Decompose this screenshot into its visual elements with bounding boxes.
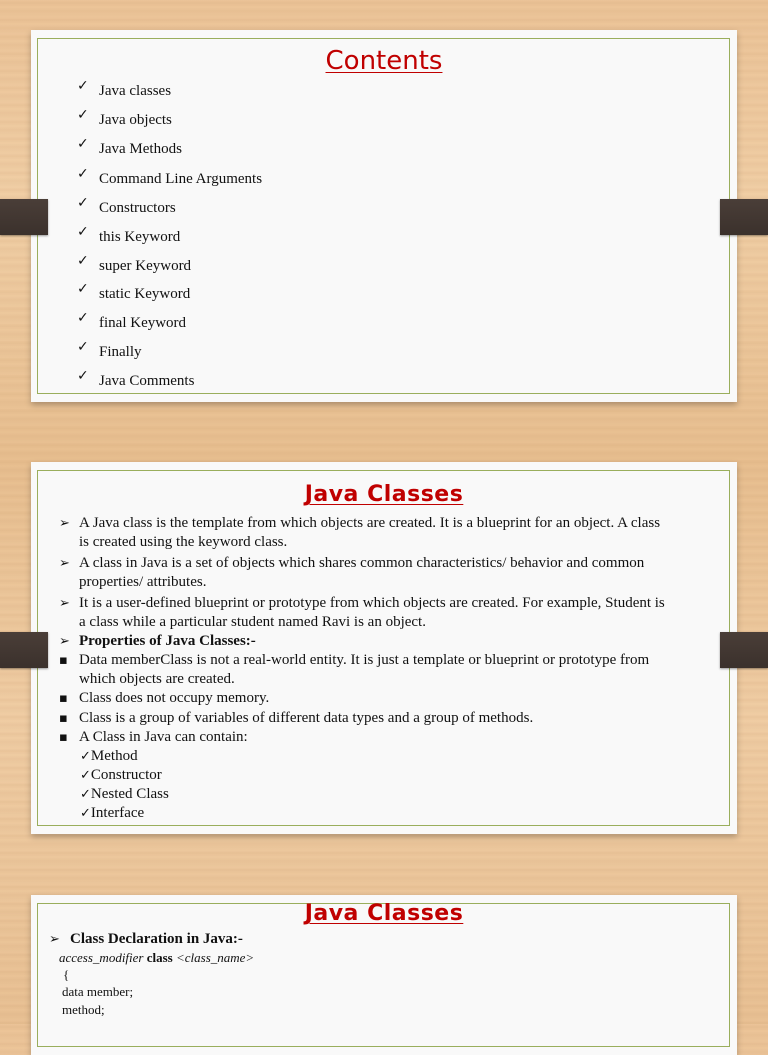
slide-tab-decoration (720, 632, 768, 668)
arrow-bullet-icon: ➢ (59, 516, 70, 531)
slide-java-classes: Java Classes ➢ A Java class is the template from which objects are created. It is a blueprint for an object. A class is created using the keyword class. ➢ A class in Java is a set of objects which shares common characteristics/ behavior and common properties/ attributes. ➢ It is a user-defined blueprint or prototype from which objects are created. For example, Student is a class while a particular student named Ravi is an object. ➢ Properties of Java Classes:- ▪ Data memberClass is not a real-world entity. It is just a template or blueprint or prototype from which objects are created. ▪ Class does not occupy memory. ▪ Class is a group of variables of different data types and a group of methods. ▪ A Class in Java can contain: ✓Method ✓Constructor ✓Nested Class ✓Interface (31, 462, 737, 834)
code-brace: { (63, 967, 70, 982)
code-line: method; (62, 1002, 105, 1017)
check-icon: ✓ (77, 224, 89, 240)
square-bullet-icon: ▪ (59, 691, 68, 706)
arrow-bullet-icon: ➢ (59, 556, 70, 571)
slide-contents: Contents ✓ Java classes ✓ Java objects ✓ Java Methods ✓ Command Line Arguments ✓ Constructors ✓ this Keyword ✓ super Keyword ✓ static Keyword ✓ final Keyword ✓ Finally ✓ Java Comments (31, 30, 737, 402)
slide-tab-decoration (720, 199, 768, 235)
check-icon: ✓ (77, 339, 89, 355)
slide-title: Java Classes (304, 901, 464, 926)
arrow-bullet-icon: ➢ (59, 596, 70, 611)
contains-item: ✓Interface (80, 805, 145, 821)
slide-title: Java Classes (304, 482, 464, 507)
arrow-bullet-icon: ➢ (49, 932, 60, 947)
check-icon: ✓ (77, 195, 89, 211)
contains-item: ✓Nested Class (80, 786, 169, 802)
check-icon: ✓ (77, 253, 89, 269)
arrow-bullet-icon: ➢ (59, 634, 70, 649)
slide-tab-decoration (0, 199, 48, 235)
check-icon: ✓ (77, 78, 89, 94)
check-icon: ✓ (80, 749, 91, 764)
contains-item: ✓Constructor (80, 767, 162, 783)
contains-item: ✓Method (80, 748, 138, 764)
check-icon: ✓ (80, 768, 91, 783)
square-bullet-icon: ▪ (59, 653, 68, 668)
check-icon: ✓ (77, 166, 89, 182)
slide-java-classes-declaration: Java Classes ➢ Class Declaration in Java:- access_modifier class <class_name> { data member; method; (31, 895, 737, 1055)
check-icon: ✓ (77, 310, 89, 326)
check-icon: ✓ (80, 787, 91, 802)
check-icon: ✓ (77, 368, 89, 384)
check-icon: ✓ (77, 281, 89, 297)
check-icon: ✓ (77, 136, 89, 152)
check-icon: ✓ (80, 806, 91, 821)
square-bullet-icon: ▪ (59, 711, 68, 726)
declaration-line: access_modifier class <class_name> (59, 950, 255, 965)
slide-title: Contents (325, 46, 443, 76)
check-icon: ✓ (77, 107, 89, 123)
code-line: data member; (62, 984, 134, 999)
square-bullet-icon: ▪ (59, 730, 68, 745)
slide-tab-decoration (0, 632, 48, 668)
